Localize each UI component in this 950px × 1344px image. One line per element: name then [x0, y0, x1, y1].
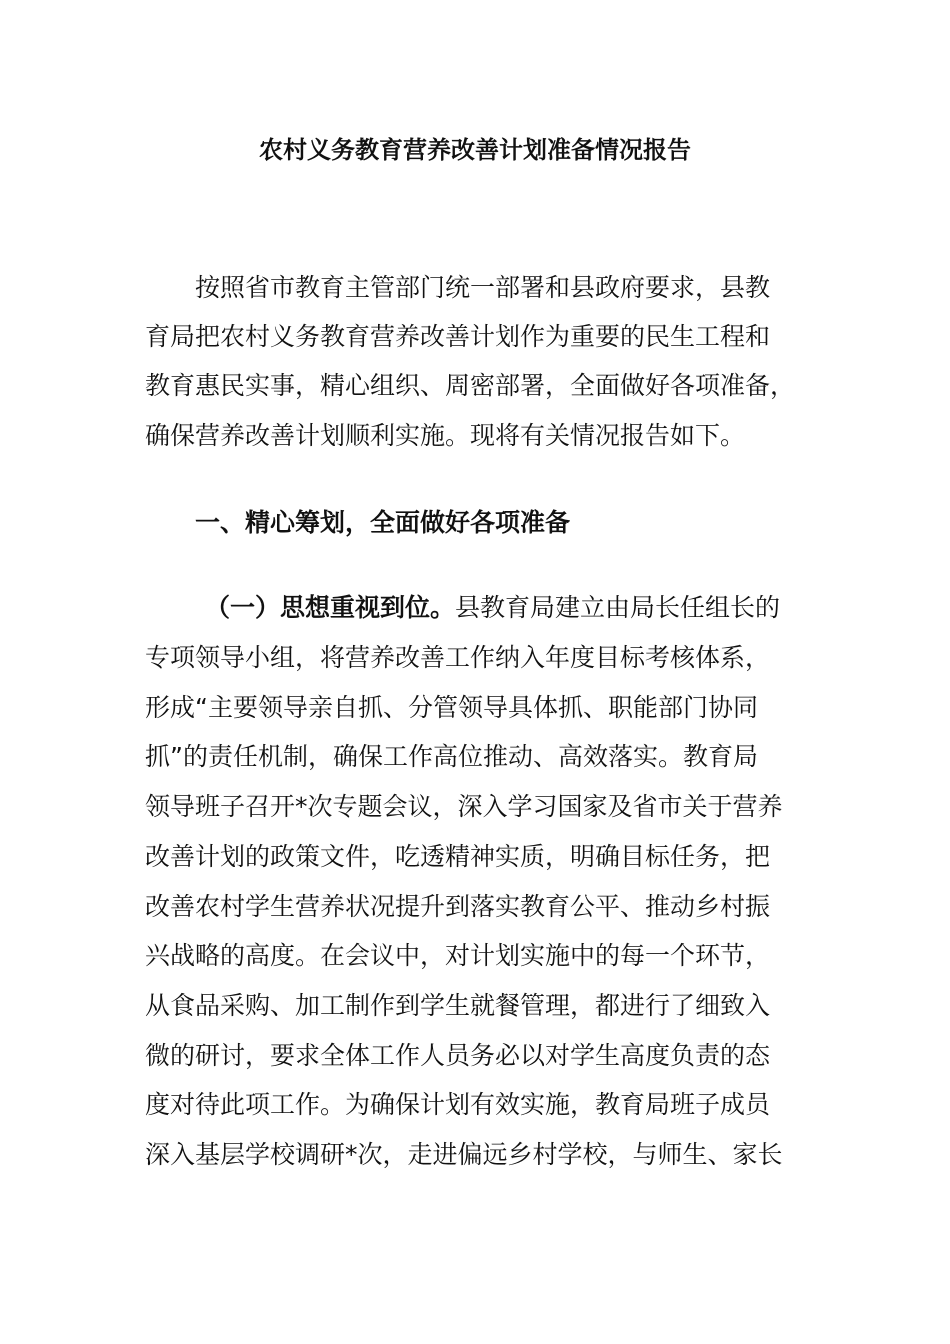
body-line: 领导班子召开*次专题会议，深入学习国家及省市关于营养 [145, 792, 783, 821]
body-line: 深入基层学校调研*次，走进偏远乡村学校，与师生、家长 [145, 1140, 783, 1169]
sub-section-1-heading: （一）思想重视到位。 [205, 593, 456, 622]
body-line: 度对待此项工作。为确保计划有效实施，教育局班子成员 [145, 1090, 771, 1119]
body-line: 兴战略的高度。在会议中，对计划实施中的每一个环节， [145, 941, 771, 970]
document-title: 农村义务教育营养改善计划准备情况报告 [259, 136, 691, 164]
body-line: 微的研讨，要求全体工作人员务必以对学生高度负责的态 [145, 1041, 771, 1070]
body-line: 改善计划的政策文件，吃透精神实质，明确目标任务，把 [145, 842, 771, 871]
intro-line-3: 教育惠民实事，精心组织、周密部署，全面做好各项准备， [145, 371, 796, 400]
intro-line-1: 按照省市教育主管部门统一部署和县政府要求，县教 [195, 273, 771, 302]
sub-section-1-first-line-text: 县教育局建立由局长任组长的 [455, 593, 781, 622]
sub-section-1-first-line [205, 590, 825, 626]
intro-line-2: 育局把农村义务教育营养改善计划作为重要的民生工程和 [145, 322, 771, 351]
body-line: 形成“主要领导亲自抓、分管领导具体抓、职能部门协同 [145, 693, 758, 722]
body-line: 抓”的责任机制，确保工作高位推动、高效落实。教育局 [145, 742, 758, 771]
body-line: 从食品采购、加工制作到学生就餐管理，都进行了细致入 [145, 991, 771, 1020]
body-line: 专项领导小组，将营养改善工作纳入年度目标考核体系， [145, 643, 771, 672]
body-line: 改善农村学生营养状况提升到落实教育公平、推动乡村振 [145, 892, 771, 921]
intro-line-4: 确保营养改善计划顺利实施。现将有关情况报告如下。 [145, 421, 746, 450]
section-heading-1: 一、精心筹划，全面做好各项准备 [195, 508, 571, 537]
